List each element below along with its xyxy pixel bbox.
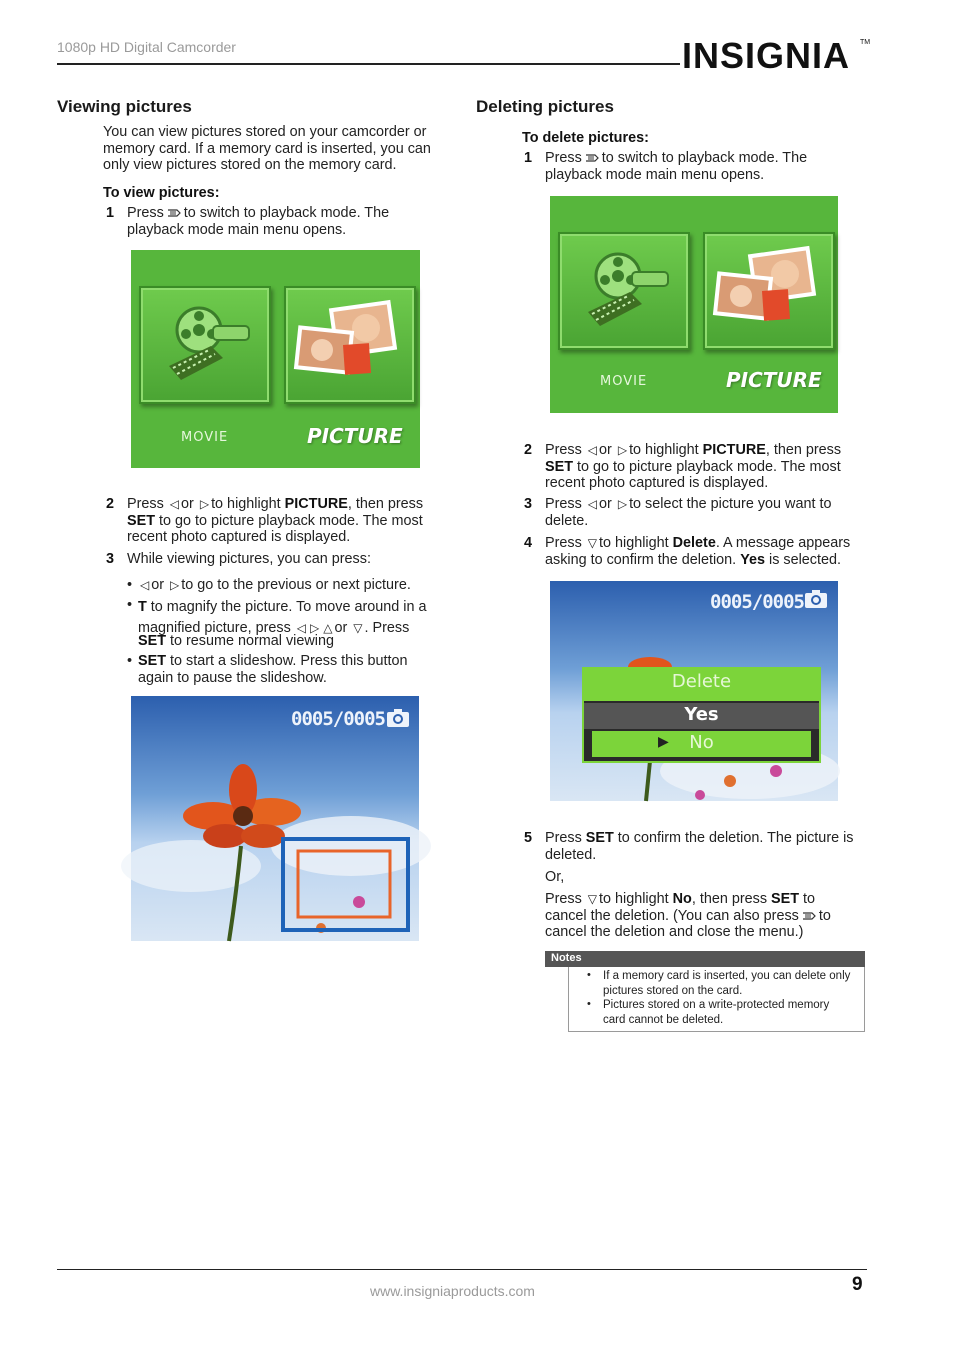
- playback-icon: [167, 208, 181, 218]
- bullet-glyph: •: [127, 653, 133, 669]
- camera-icon: [804, 589, 828, 609]
- view-bullet-2: T to magnify the picture. To move around in a magnified picture, press ◁ ▷ △ or ▽ . Press: [138, 599, 427, 636]
- viewing-intro: You can view pictures stored on your camcorder or memory card. If a memory card is inserted, you can only view pictures stored on the memory card.: [103, 124, 431, 173]
- photos-icon: [286, 288, 414, 402]
- selection-caret-icon: ▶: [658, 733, 669, 749]
- step-number: 1: [524, 150, 533, 166]
- insignia-logo-text: INSIGNIA: [682, 35, 851, 76]
- delete-step-3: Press ◁ or ▷ to select the picture you want to delete.: [545, 496, 832, 529]
- view-bullet-2-cont: SET to resume normal viewing: [138, 633, 334, 649]
- step-number: 2: [524, 442, 533, 458]
- view-procedure-title: To view pictures:: [103, 185, 220, 201]
- note-item: Pictures stored on a write-protected memory card cannot be deleted.: [603, 999, 830, 1026]
- picture-tile: [703, 232, 835, 350]
- photo-playback-screenshot: [131, 696, 419, 941]
- flower-photo: [131, 696, 419, 941]
- delete-step-1: Press to switch to playback mode. The playback mode main menu opens.: [545, 150, 808, 183]
- insignia-logo-tm: TM: [860, 39, 871, 46]
- film-reel-icon: [141, 288, 269, 402]
- playback-menu-screenshot: [550, 196, 838, 413]
- delete-step-5: Press SET to confirm the deletion. The picture is deleted.: [545, 830, 854, 863]
- picture-counter: 0005/0005: [291, 708, 385, 730]
- bullet-glyph: •: [587, 998, 591, 1010]
- delete-procedure-title: To delete pictures:: [522, 130, 649, 146]
- delete-dialog-screenshot: [550, 581, 838, 801]
- menu-movie-label: MOVIE: [600, 374, 648, 389]
- step-number: 4: [524, 535, 533, 551]
- page-number: 9: [852, 1274, 863, 1295]
- bullet-glyph: •: [587, 969, 591, 981]
- picture-counter: 0005/0005: [710, 591, 804, 613]
- view-step-2: Press ◁ or ▷ to highlight PICTURE, then press SET to go to picture playback mode. The most recent photo captured is displayed.: [127, 496, 424, 545]
- document-title: 1080p HD Digital Camcorder: [57, 39, 236, 55]
- viewing-pictures-heading: Viewing pictures: [57, 97, 192, 116]
- delete-step-2: Press ◁ or ▷ to highlight PICTURE, then press SET to go to picture playback mode. The most recent photo captured is displayed.: [545, 442, 842, 491]
- delete-step-4: Press ▽ to highlight Delete. A message appears asking to confirm the deletion. Yes is selected.: [545, 535, 851, 568]
- view-step-1: Press to switch to playback mode. The playback mode main menu opens.: [127, 205, 390, 238]
- menu-movie-label: MOVIE: [181, 430, 229, 445]
- playback-menu-screenshot: [131, 250, 420, 468]
- notes-title: Notes: [551, 952, 582, 964]
- note-item: If a memory card is inserted, you can delete only pictures stored on the card.: [603, 970, 851, 997]
- step-number: 3: [106, 551, 115, 567]
- dialog-title: Delete: [671, 671, 732, 692]
- view-bullet-1: ◁ or ▷ to go to the previous or next picture.: [140, 577, 411, 593]
- menu-picture-label: PICTURE: [307, 424, 403, 448]
- bullet-glyph: •: [127, 597, 133, 613]
- step-number: 1: [106, 205, 115, 221]
- footer-url[interactable]: www.insigniaproducts.com: [370, 1283, 535, 1299]
- movie-tile: [558, 232, 690, 350]
- dialog-yes-option[interactable]: Yes: [684, 704, 719, 725]
- view-bullet-3: SET to start a slideshow. Press this button again to pause the slideshow.: [138, 653, 408, 686]
- bullet-glyph: •: [127, 577, 133, 593]
- delete-step-5-or: Or,: [545, 869, 565, 885]
- insignia-logo: [682, 30, 871, 80]
- dialog-no-option[interactable]: No: [689, 732, 714, 753]
- picture-tile: [284, 286, 416, 404]
- notes-title-bar: [545, 951, 865, 967]
- camera-icon: [386, 708, 410, 728]
- view-step-3: While viewing pictures, you can press:: [127, 551, 371, 567]
- step-number: 5: [524, 830, 533, 846]
- menu-picture-label: PICTURE: [726, 368, 822, 392]
- delete-step-5-alt: Press ▽ to highlight No, then press SET to cancel the deletion. (You can also press to cancel the deletion and close the menu.): [545, 891, 831, 940]
- playback-icon: [802, 911, 816, 921]
- step-number: 3: [524, 496, 533, 512]
- header-rule: [57, 63, 680, 65]
- footer-rule: [57, 1269, 867, 1270]
- delete-dialog: [582, 667, 821, 763]
- playback-icon: [585, 153, 599, 163]
- deleting-pictures-heading: Deleting pictures: [476, 97, 614, 116]
- film-reel-icon: [560, 234, 688, 348]
- photos-icon: [705, 234, 833, 348]
- step-number: 2: [106, 496, 115, 512]
- movie-tile: [139, 286, 271, 404]
